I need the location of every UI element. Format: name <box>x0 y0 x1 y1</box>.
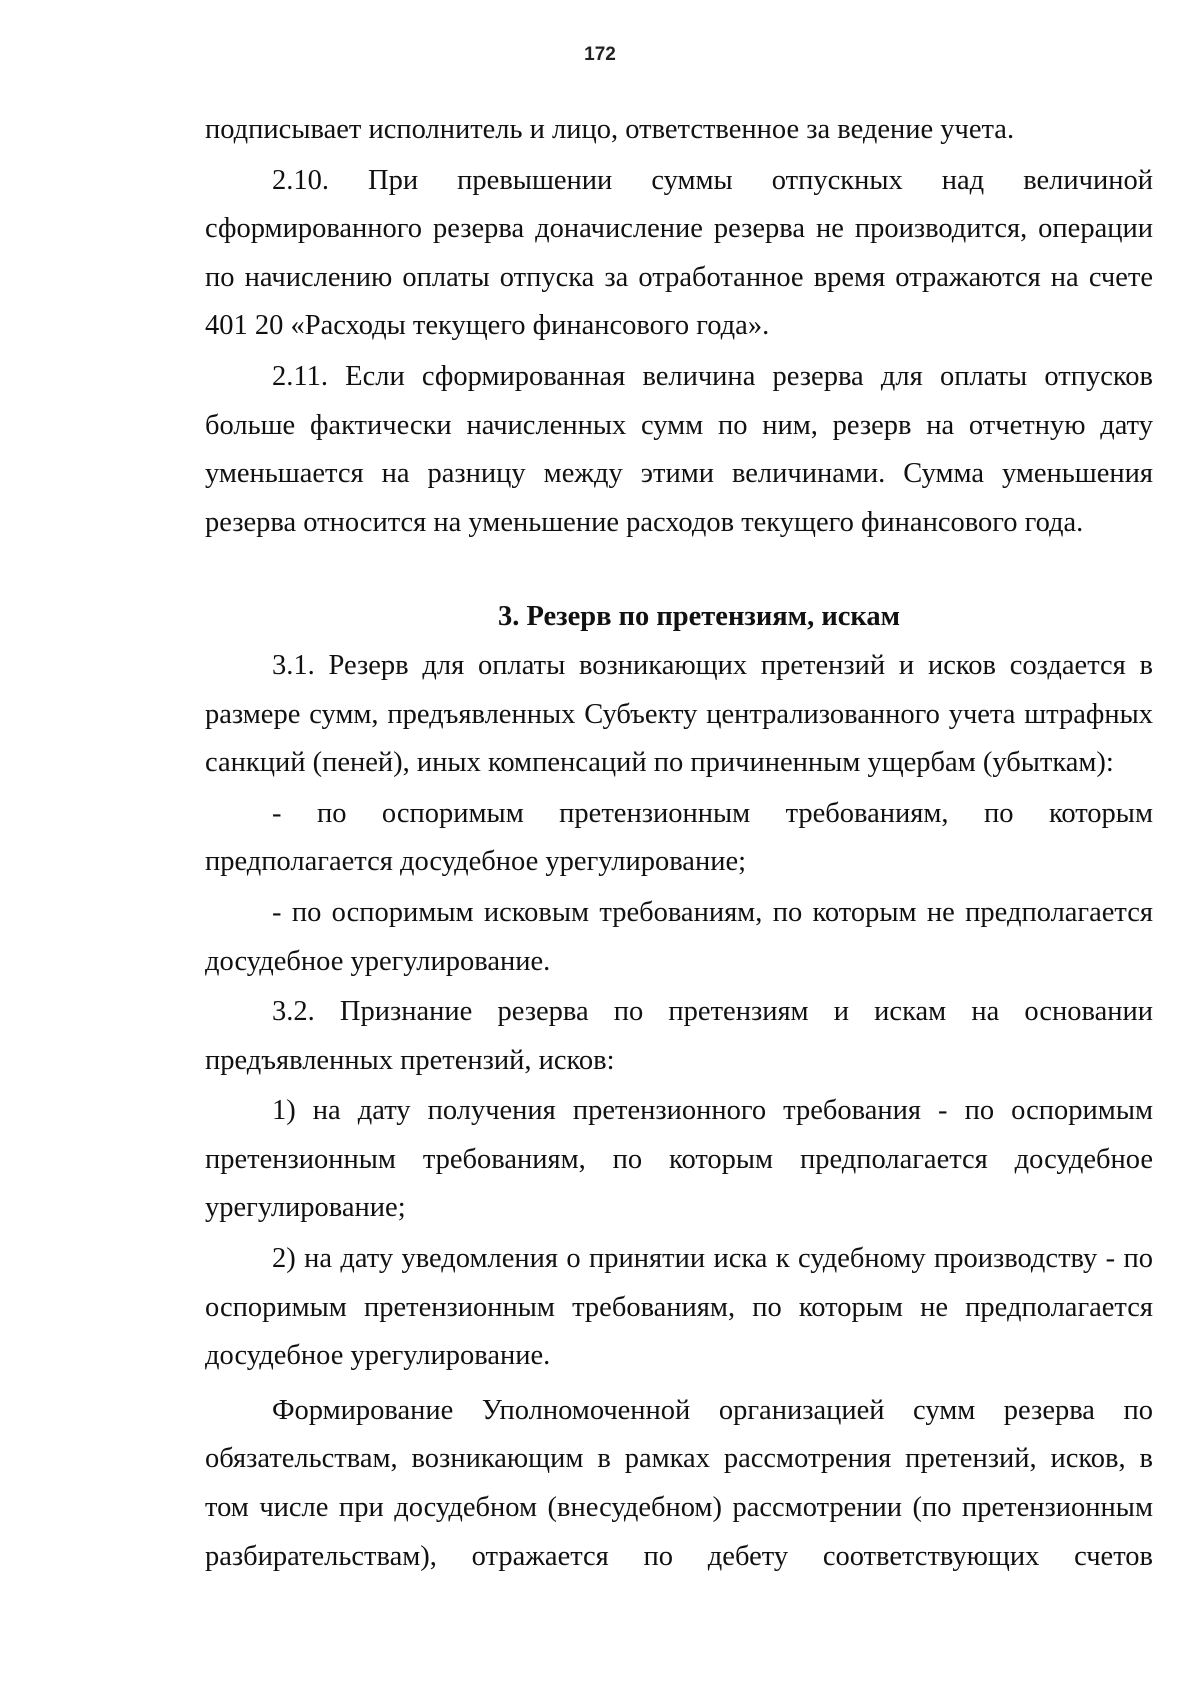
paragraph-2-10: 2.10. При превышении суммы отпускных над величиной сформированного резерва доначисление резерва не производится, операции по начислению оплаты отпуска за отработанное время отражаются на счете 401 20 «Расходы текущего финансового года». <box>205 164 1153 342</box>
paragraph-3-1: 3.1. Резерв для оплаты возникающих претензий и исков создается в размере сумм, предъявленных Субъекту централизованного учета штрафных санкций (пеней), иных компенсаций по причиненным ущербам (убыткам): <box>205 649 1153 779</box>
page-number: 172 <box>584 44 616 65</box>
paragraph-3-2: 3.2. Признание резерва по претензиям и искам на основании предъявленных претензий, исков: <box>205 996 1153 1076</box>
paragraph-2-11: 2.11. Если сформированная величина резерва для оплаты отпусков больше фактически начисленных сумм по ним, резерв на отчетную дату уменьшается на разницу между этими величинами. Сумма уменьшения резерва относится на уменьшение расходов текущего финансового года. <box>205 360 1153 538</box>
section-title: 3. Резерв по претензиям, искам <box>497 601 901 633</box>
paragraph-continuation: подписывает исполнитель и лицо, ответственное за ведение учета. <box>205 114 1015 145</box>
list-item-2: 2) на дату уведомления о принятии иска к судебному производству - по оспоримым претензионным требованиям, по которым не предполагается досудебное урегулирование. <box>205 1243 1153 1372</box>
document-body <box>205 106 1153 1581</box>
paragraph-formation: Формирование Уполномоченной организацией сумм резерва по обязательствам, возникающим в рамках рассмотрения претензий, исков, в том числе при досудебном (внесудебном) рассмотрении (по претензионным разбирательствам), отражается по дебету соответствующих счетов <box>205 1394 1153 1572</box>
list-item-claims: - по оспоримым претензионным требованиям, по которым предполагается досудебное урегулирование; <box>205 797 1153 878</box>
list-item-1: 1) на дату получения претензионного требования - по оспоримым претензионным требованиям, по которым предполагается досудебное урегулирование; <box>205 1095 1153 1224</box>
list-item-lawsuits: - по оспоримым исковым требованиям, по которым не предполагается досудебное урегулирование. <box>205 896 1153 977</box>
